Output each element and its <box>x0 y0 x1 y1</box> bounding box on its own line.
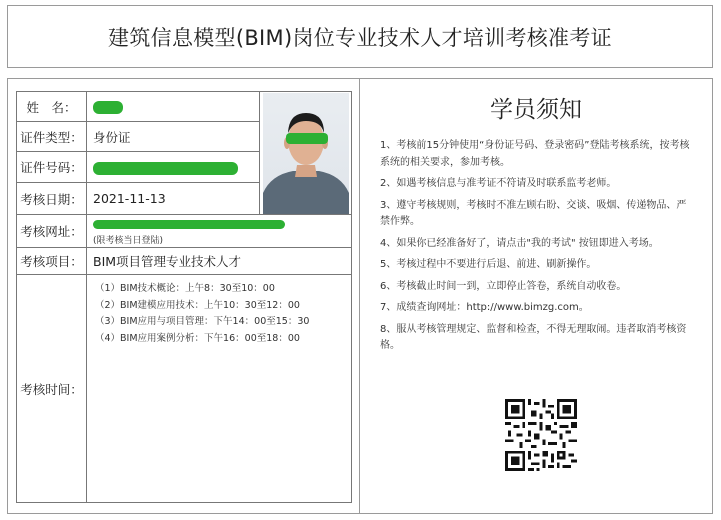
exam-url-note: (限考核当日登陆) <box>93 236 164 246</box>
schedule-item: （3）BIM应用与项目管理：下午14：00至15：30 <box>95 316 310 327</box>
schedule-item: （4）BIM应用案例分析：下午16：00至18：00 <box>95 332 300 344</box>
redacted-id-number <box>93 162 238 175</box>
id-type-label: 证件类型： <box>17 122 87 151</box>
notice-item: 5、考核过程中不要进行后退、前进、刷新操作。 <box>380 259 597 270</box>
notice-item: 6、考核截止时间一到，立即停止答卷，系统自动收卷。 <box>380 280 627 292</box>
id-number-label: 证件号码： <box>17 151 87 183</box>
page-title: 建筑信息模型(BIM)岗位专业技术人才培训考核准考证 <box>7 5 713 68</box>
id-number-value <box>87 151 260 183</box>
candidate-notice-panel <box>360 79 712 513</box>
exam-item-value: BIM项目管理专业技术人才 <box>87 248 352 275</box>
redaction-bar <box>286 133 328 144</box>
notice-title: 学员须知 <box>490 97 582 123</box>
redacted-name <box>93 101 123 114</box>
notice-item: 2、如遇考核信息与准考证不符请及时联系监考老师。 <box>380 178 617 189</box>
exam-time-label: 考核时间： <box>17 275 87 503</box>
notice-item: 4、如果你已经准备好了，请点击"我的考试" 按钮即进入考场。 <box>380 237 659 249</box>
id-type-value: 身份证 <box>87 122 260 151</box>
name-label: 姓 名： <box>17 92 87 122</box>
candidate-photo <box>263 93 349 214</box>
admission-card <box>7 78 713 514</box>
notice-item: 3、遵守考核规则，考核时不准左顾右盼、交谈、吸烟、传递物品、严禁作弊。 <box>380 199 687 227</box>
photo-cell <box>260 92 352 215</box>
exam-url-value <box>87 215 352 248</box>
name-value <box>87 92 260 122</box>
exam-date-value: 2021-11-13 <box>87 183 260 215</box>
candidate-info-panel <box>8 79 360 513</box>
exam-item-label: 考核项目： <box>17 248 87 275</box>
qr-code-icon <box>505 399 577 471</box>
notice-item: 1、考核前15分钟使用“身份证号码、登录密码”登陆考核系统，按考核系统的相关要求，参加考核。 <box>380 140 690 168</box>
schedule-item: （2）BIM建模应用技术：上午10：30至12：00 <box>95 299 300 311</box>
exam-date-label: 考核日期： <box>17 183 87 215</box>
exam-url-label: 考核网址： <box>17 215 87 248</box>
notice-list <box>360 138 712 355</box>
schedule-item: （1）BIM技术概论：上午8：30至10：00 <box>95 283 275 294</box>
exam-schedule-list <box>87 275 351 347</box>
notice-item: 7、成绩查询网址：http://www.bimzg.com。 <box>380 302 589 313</box>
exam-schedule-cell <box>87 275 352 503</box>
redacted-exam-url <box>93 220 285 229</box>
candidate-info-table <box>16 91 352 503</box>
notice-item: 8、服从考核管理规定、监督和检查，不得无理取闹。违者取消考核资格。 <box>380 323 687 351</box>
